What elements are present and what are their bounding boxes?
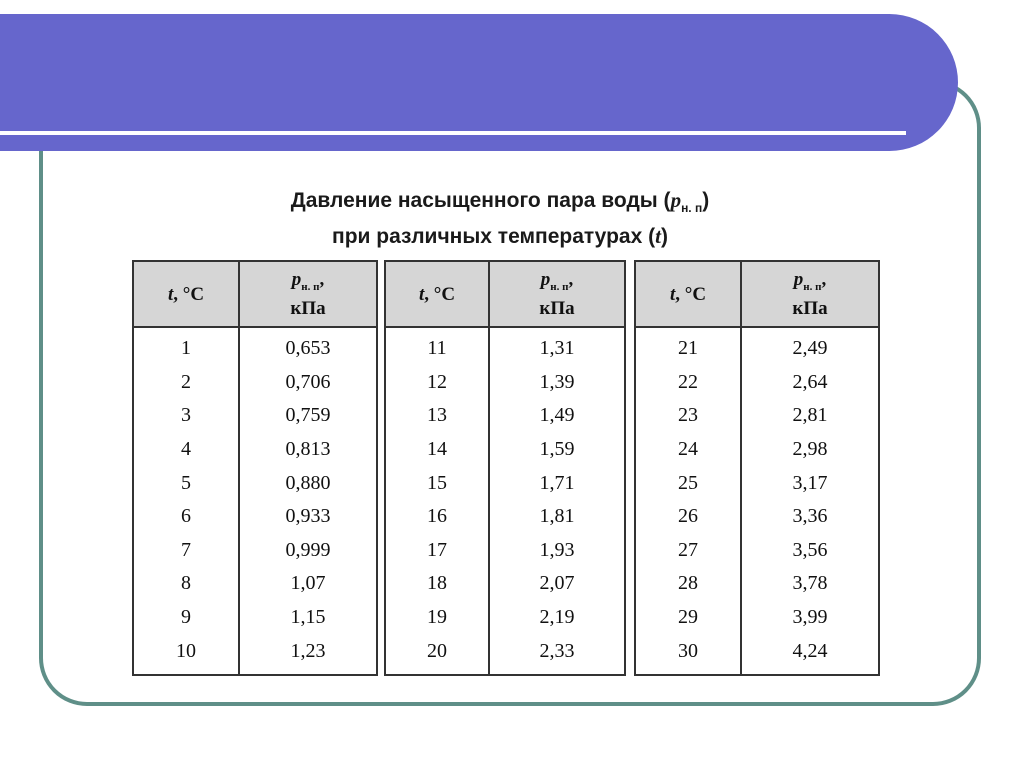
title-line-2: при различных температурах (t)	[332, 224, 668, 249]
pressure-cell: 0,933	[239, 500, 377, 534]
temperature-cell: 19	[385, 601, 489, 635]
pressure-cell: 1,71	[489, 466, 625, 500]
temperature-cell: 6	[133, 500, 239, 534]
table-row	[385, 466, 625, 500]
table-row	[635, 433, 879, 467]
temperature-cell: 4	[133, 433, 239, 467]
pressure-cell: 2,49	[741, 327, 879, 366]
temperature-cell: 9	[133, 601, 239, 635]
pressure-table-2	[384, 260, 626, 676]
temperature-cell: 18	[385, 567, 489, 601]
table-row	[133, 433, 377, 467]
temperature-cell: 17	[385, 534, 489, 568]
temperature-cell: 2	[133, 366, 239, 400]
temperature-cell: 15	[385, 466, 489, 500]
header-pressure: $p_{н. п}$, кПа	[741, 261, 879, 327]
pressure-table-3	[634, 260, 880, 676]
table-row	[385, 399, 625, 433]
pressure-cell: 3,99	[741, 601, 879, 635]
table-row	[385, 500, 625, 534]
temperature-cell: 5	[133, 466, 239, 500]
pressure-table-1	[132, 260, 378, 676]
table-row	[133, 534, 377, 568]
table-row	[635, 466, 879, 500]
temperature-cell: 28	[635, 567, 741, 601]
pressure-cell: 4,24	[741, 634, 879, 675]
pressure-cell: 0,653	[239, 327, 377, 366]
temperature-cell: 23	[635, 399, 741, 433]
table-row	[635, 366, 879, 400]
table-row	[385, 601, 625, 635]
pressure-cell: 1,49	[489, 399, 625, 433]
temperature-cell: 21	[635, 327, 741, 366]
title-line-1: Давление насыщенного пара воды $(p_{н. п})$	[290, 188, 710, 216]
table-row	[133, 601, 377, 635]
pressure-cell: 2,64	[741, 366, 879, 400]
temperature-cell: 26	[635, 500, 741, 534]
table-row	[635, 500, 879, 534]
temperature-cell: 27	[635, 534, 741, 568]
pressure-cell: 1,31	[489, 327, 625, 366]
pressure-cell: 1,81	[489, 500, 625, 534]
pressure-cell: 0,999	[239, 534, 377, 568]
temperature-cell: 11	[385, 327, 489, 366]
pressure-cell: 1,23	[239, 634, 377, 675]
pressure-cell: 0,880	[239, 466, 377, 500]
temperature-cell: 22	[635, 366, 741, 400]
pressure-cell: 3,78	[741, 567, 879, 601]
table-row	[635, 567, 879, 601]
table-row	[635, 634, 879, 675]
header-temperature: t, °C	[635, 261, 741, 327]
pressure-cell: 1,93	[489, 534, 625, 568]
temperature-cell: 29	[635, 601, 741, 635]
temperature-cell: 1	[133, 327, 239, 366]
pressure-cell: 0,706	[239, 366, 377, 400]
table-row	[133, 500, 377, 534]
pressure-cell: 2,33	[489, 634, 625, 675]
table-row	[133, 399, 377, 433]
pressure-cell: 0,759	[239, 399, 377, 433]
temperature-cell: 7	[133, 534, 239, 568]
temperature-cell: 16	[385, 500, 489, 534]
pressure-cell: 3,36	[741, 500, 879, 534]
table-row	[635, 327, 879, 366]
temperature-cell: 30	[635, 634, 741, 675]
temperature-cell: 8	[133, 567, 239, 601]
table-row	[385, 327, 625, 366]
table-row	[385, 567, 625, 601]
temperature-cell: 10	[133, 634, 239, 675]
header-temperature: t, °C	[385, 261, 489, 327]
temperature-cell: 14	[385, 433, 489, 467]
table-row	[635, 601, 879, 635]
table-row	[133, 327, 377, 366]
pressure-cell: 1,59	[489, 433, 625, 467]
pressure-cell: 2,98	[741, 433, 879, 467]
header-temperature: t, °C	[133, 261, 239, 327]
pressure-cell: 2,19	[489, 601, 625, 635]
temperature-cell: 3	[133, 399, 239, 433]
pressure-cell: 2,81	[741, 399, 879, 433]
table-row	[385, 366, 625, 400]
temperature-cell: 12	[385, 366, 489, 400]
pressure-cell: 3,56	[741, 534, 879, 568]
table-row	[635, 534, 879, 568]
pressure-cell: 1,07	[239, 567, 377, 601]
temperature-cell: 25	[635, 466, 741, 500]
header-divider-line	[0, 131, 906, 135]
table-row	[133, 366, 377, 400]
table-row	[133, 567, 377, 601]
table-row	[385, 634, 625, 675]
header-pressure: $p_{н. п}$, кПа	[489, 261, 625, 327]
table-row	[635, 399, 879, 433]
pressure-cell: 1,15	[239, 601, 377, 635]
header-pressure: $p_{н. п}$, кПа	[239, 261, 377, 327]
table-row	[133, 634, 377, 675]
temperature-cell: 20	[385, 634, 489, 675]
table-row	[385, 534, 625, 568]
table-title	[170, 186, 830, 251]
pressure-cell: 3,17	[741, 466, 879, 500]
pressure-cell: 1,39	[489, 366, 625, 400]
pressure-cell: 2,07	[489, 567, 625, 601]
table-row	[133, 466, 377, 500]
temperature-cell: 13	[385, 399, 489, 433]
temperature-cell: 24	[635, 433, 741, 467]
table-row	[385, 433, 625, 467]
pressure-cell: 0,813	[239, 433, 377, 467]
